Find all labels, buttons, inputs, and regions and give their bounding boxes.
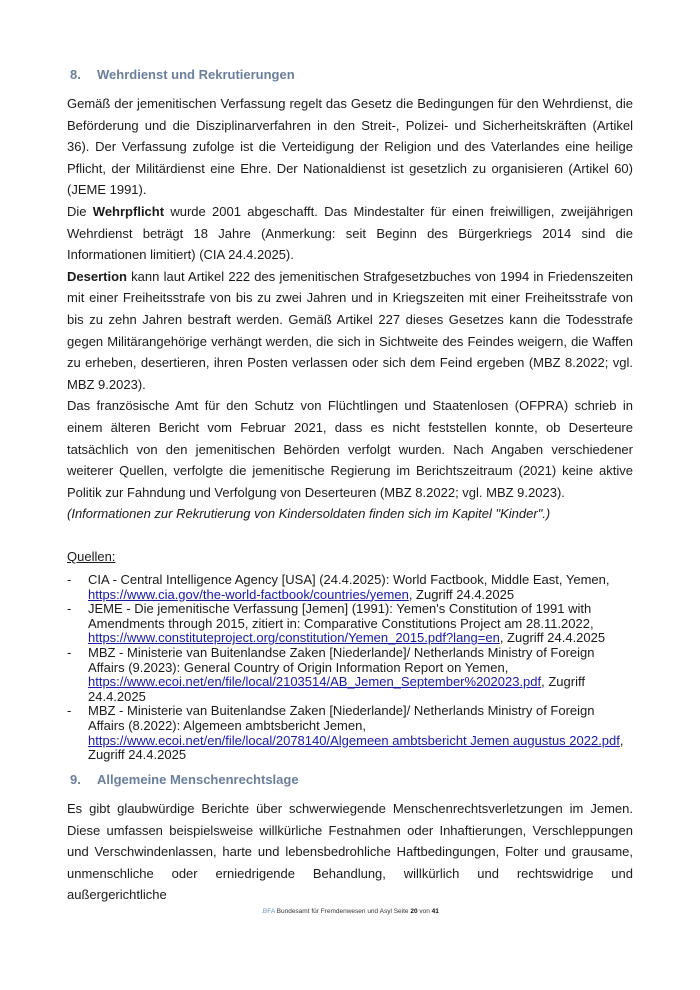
bold-term-desertion: Desertion [67, 268, 127, 284]
source-text: CIA - Central Intelligence Agency [USA] (24.4.2025): World Factbook, Middle East, Yemen, [88, 572, 610, 587]
list-dash: - [67, 644, 72, 660]
list-dash: - [67, 572, 72, 587]
sources-title: Quellen: [67, 549, 116, 564]
source-link[interactable]: https://www.ecoi.net/en/file/local/2078140/Algemeen ambtsbericht Jemen augustus 2022.pdf [88, 732, 620, 748]
source-link[interactable]: https://www.constituteproject.org/constitution/Yemen_2015.pdf?lang=en [88, 630, 500, 646]
list-dash: - [67, 601, 72, 617]
footer-of: von [417, 908, 432, 915]
text: wurde 2001 abgeschafft. Das Mindestalter für einen freiwilligen, zweijährigen Wehrdienst beträgt 18 Jahre (Anmerkung: seit Beginn des Bürgerkriegs 2014 sind die Informationen limitiert) (CIA 24.4.2025). [67, 203, 633, 263]
source-text: JEME - Die jemenitische Verfassung [Jemen] (1991): Yemen's Constitution of 1991 with Amendments through 2015, zitiert in: Comparative Constitutions Project am 28.11.2022, [88, 601, 594, 631]
source-link[interactable]: https://www.ecoi.net/en/file/local/2103514/AB_Jemen_September%202023.pdf [88, 674, 542, 690]
source-suffix: , Zugriff 24.4.2025 [88, 674, 585, 704]
paragraph-wehrpflicht [67, 201, 633, 266]
section-title: Wehrdienst und Rekrutierungen [97, 67, 295, 82]
section-number: 9. [70, 772, 81, 787]
source-suffix: , Zugriff 24.4.2025 [499, 630, 606, 646]
section-9-body [67, 798, 633, 906]
list-dash: - [67, 703, 72, 719]
source-link[interactable]: https://www.cia.gov/the-world-factbook/countries/yemen [88, 586, 409, 602]
paragraph-desertion [67, 266, 633, 396]
paragraph-human-rights: Es gibt glaubwürdige Berichte über schwerwiegende Menschenrechtsverletzungen im Jemen. Diese umfassen beispielsweise willkürliche Festnahmen oder Inhaftierungen, Verschleppungen und Verschwindenlassen, harte und lebensbedrohliche Haftbedingungen, Folter und grausame, unmenschliche oder erniedrigende Behandlung, willkürlich und rechtswidrige und außergerichtliche [67, 801, 633, 903]
source-suffix: , Zugriff 24.4.2025 [88, 732, 624, 763]
source-text: MBZ - Ministerie van Buitenlandse Zaken [Niederlande]/ Netherlands Ministry of Foreign Affairs (8.2022): Algemeen ambtsbericht Jemen, [88, 703, 595, 733]
paragraph-note [67, 503, 633, 525]
bfa-logo: .BFA [261, 908, 275, 915]
paragraph-ofpra: Das französische Amt für den Schutz von Flüchtlingen und Staatenlosen (OFPRA) schrieb in einem älteren Bericht vom Februar 2021, dass es nicht feststellen konnte, ob Deserteure tatsächlich von den jemenitischen Behörden verfolgt wurden. Nach Angaben verschiedener weiterer Quellen, verfolgte die jemenitische Regierung im Berichtszeitraum (2021) keine aktive Politik zur Fahndung und Verfolgung von Deserteuren (MBZ 8.2022; vgl. MBZ 9.2023). [67, 398, 633, 500]
text: kann laut Artikel 222 des jemenitischen Strafgesetzbuches von 1994 in Friedenszeiten mit einer Freiheitsstrafe von bis zu zwei Jahren und in Kriegszeiten mit einer Freiheitsstrafe von bis zu zehn Jahren bestraft werden. Gemäß Artikel 227 dieses Gesetzes kann die Todesstrafe gegen Militärangehörige verhängt werden, die sich in Sichtweite des Feindes weigern, die Waffen zu erheben, desertieren, ihren Posten verlassen oder sich dem Feind ergeben (MBZ 8.2022; vgl. MBZ 9.2023). [67, 268, 633, 392]
footer-org: Bundesamt für Fremdenwesen und Asyl Seite [274, 908, 411, 915]
section-number: 8. [70, 67, 81, 82]
sources-list [67, 573, 633, 763]
source-item [67, 704, 633, 762]
section-heading-8 [67, 67, 295, 82]
text: Die [67, 203, 93, 219]
page-footer [0, 908, 700, 915]
italic-note: (Informationen zur Rekrutierung von Kindersoldaten finden sich im Kapitel "Kinder".) [67, 506, 551, 522]
source-suffix: , Zugriff 24.4.2025 [408, 586, 515, 602]
source-item [67, 573, 633, 602]
section-heading-9 [67, 772, 299, 787]
source-item [67, 646, 633, 704]
source-text: MBZ - Ministerie van Buitenlandse Zaken [Niederlande]/ Netherlands Ministry of Foreign Affairs (9.2023): General Country of Origin Information Report on Yemen, [88, 644, 595, 675]
section-title: Allgemeine Menschenrechtslage [97, 772, 299, 787]
paragraph-constitution: Gemäß der jemenitischen Verfassung regelt das Gesetz die Bedingungen für den Wehrdienst, die Beförderung und die Disziplinarverfahren in den Streit-, Polizei- und Sicherheitskräften (Artikel 36). Der Verfassung zufolge ist die Verteidigung der Religion und des Vaterlandes eine heilige Pflicht, der Militärdienst eine Ehre. Der Nationaldienst ist gesetzlich zu organisieren (Artikel 60) (JEME 1991). [67, 96, 633, 198]
bold-term-wehrpflicht: Wehrpflicht [92, 203, 165, 219]
source-item [67, 602, 633, 646]
page-total: 41 [431, 908, 439, 915]
page-number: 20 [410, 908, 418, 915]
section-8-body [67, 93, 633, 525]
